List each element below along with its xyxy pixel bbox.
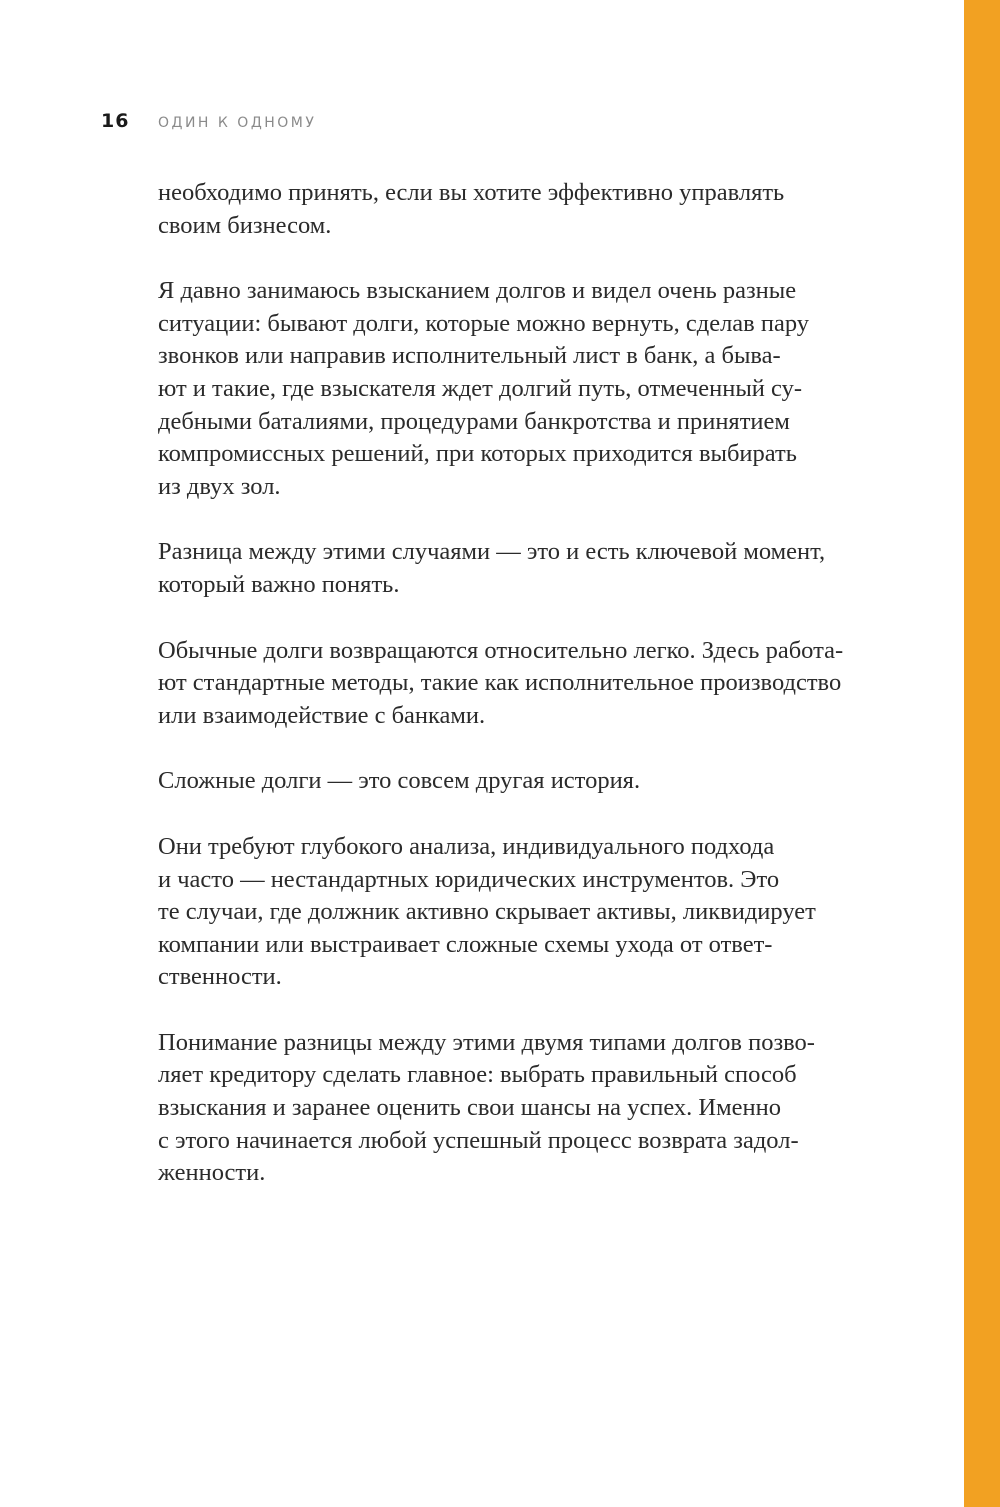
- paragraph: Сложные долги — это совсем другая история.: [158, 767, 641, 795]
- paragraph: Понимание разницы между этими двумя типами долгов позво- ляет кредитору сделать главное: выбрать правильный способ взыскания и заранее оценить свои шансы на успех. Именно с этого начинается любой успешный процесс возврата задол- женности.: [158, 1028, 815, 1187]
- paragraph: Я давно занимаюсь взысканием долгов и видел очень разные ситуации: бывают долги, которые можно вернуть, сделав пару звонков или направив исполнительный лист в банк, а быва- ют и такие, где взыскателя ждет долгий путь, отмеченный су- дебными баталиями, процедурами банкротства и принятием компромиссных решений, при которых приходится выбирать из двух зол.: [158, 277, 810, 500]
- paragraph: Они требуют глубокого анализа, индивидуального подхода и часто — нестандартных юридических инструментов. Это те случаи, где должник активно скрывает активы, ликвидирует компании или выстраивает сложные схемы ухода от ответ- ственности.: [158, 832, 816, 991]
- paragraph: Обычные долги возвращаются относительно легко. Здесь работа- ют стандартные методы, такие как исполнительное производство или взаимодействие с банками.: [158, 636, 844, 729]
- body-text: [158, 177, 878, 1223]
- page-number: 16: [101, 110, 130, 132]
- running-title: ОДИН К ОДНОМУ: [158, 115, 317, 131]
- paragraph: необходимо принять, если вы хотите эффективно управлять своим бизнесом.: [158, 179, 785, 239]
- paragraph: Разница между этими случаями — это и есть ключевой момент, который важно понять.: [158, 538, 826, 598]
- running-head: [101, 110, 316, 132]
- accent-side-bar: [964, 0, 1000, 1507]
